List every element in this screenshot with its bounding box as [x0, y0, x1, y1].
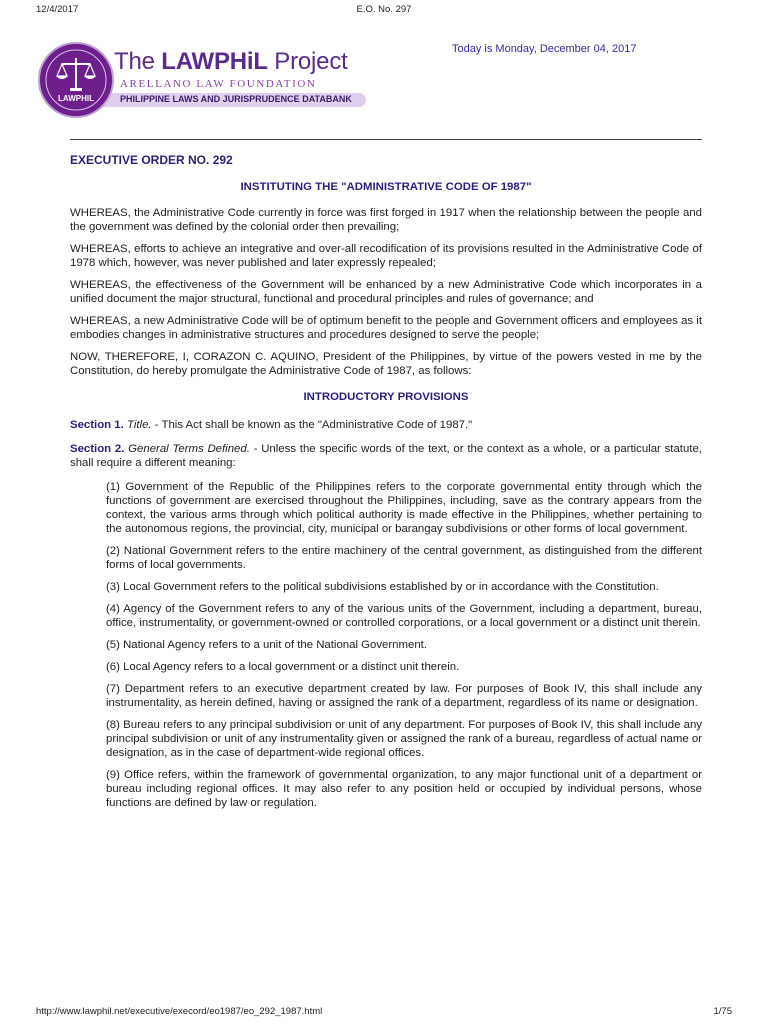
- definition-item: (8) Bureau refers to any principal subdivision or unit of any department. For purposes of Book IV, this shall include any principal subdivision or unit of any instrumentality given or assigned the rank of a bureau, regardless of actual name or designation, as in the case of department-wide regional offices.: [106, 719, 702, 759]
- logo-title-suffix: Project: [267, 48, 348, 75]
- definition-item: (1) Government of the Republic of the Philippines refers to the corporate governmental entity through which the functions of government are exercised throughout the Philippines, including, save as the contrary appears from the context, the various arms through which political authority is made effective in the Philippines, whether pertaining to the autonomous regions, the provincial, city, municipal or barangay subdivisions or other forms of local government.: [106, 481, 702, 535]
- section-label: Section 2.: [70, 443, 125, 455]
- whereas-clause: WHEREAS, a new Administrative Code will be of optimum benefit to the people and Government officers and employees as it embodies changes in administrative structures and procedures designed to serve the people;: [70, 315, 702, 341]
- section-text: - This Act shall be known as the "Administrative Code of 1987.": [151, 419, 473, 431]
- whereas-clause: WHEREAS, the effectiveness of the Government will be enhanced by a new Administrative Code which incorporates in a unified document the major structural, functional and procedural principles and rules of governance; and: [70, 279, 702, 305]
- section-1: [70, 418, 702, 432]
- header-divider: [70, 139, 702, 140]
- definition-item: (2) National Government refers to the entire machinery of the central government, as distinguished from the different forms of local governments.: [106, 545, 702, 571]
- now-therefore-clause: NOW, THEREFORE, I, CORAZON C. AQUINO, President of the Philippines, by virtue of the powers vested in me by the Constitution, do hereby promulgate the Administrative Code of 1987, as follows:: [70, 351, 702, 377]
- print-date: 12/4/2017: [36, 4, 79, 15]
- logo-foundation: ARELLANO LAW FOUNDATION: [120, 78, 317, 90]
- section-text: - Unless the specific words of the text, or the context as a whole, or a particular statute, shall require a different meaning:: [70, 443, 702, 469]
- scales-of-justice-icon: [38, 42, 114, 118]
- lawphil-logo[interactable]: [38, 38, 368, 118]
- introductory-provisions-heading: INTRODUCTORY PROVISIONS: [303, 391, 469, 403]
- document-body: [70, 153, 702, 818]
- definition-item: (6) Local Agency refers to a local government or a distinct unit therein.: [106, 661, 460, 673]
- eo-title: INSTITUTING THE "ADMINISTRATIVE CODE OF 1987": [240, 181, 532, 193]
- eo-number: EXECUTIVE ORDER NO. 292: [70, 153, 233, 167]
- print-url[interactable]: http://www.lawphil.net/executive/execord/eo1987/eo_292_1987.html: [36, 1006, 323, 1017]
- page-number: 1/75: [713, 1006, 732, 1017]
- logo-title-prefix: The: [114, 48, 162, 75]
- definition-item: (7) Department refers to an executive department created by law. For purposes of Book IV, this shall include any instrumentality, as herein defined, having or assigned the rank of a department, regardless of its name or designation.: [106, 683, 702, 709]
- section-title: Title.: [126, 419, 152, 431]
- today-date: Today is Monday, December 04, 2017: [452, 43, 637, 55]
- definition-item: (5) National Agency refers to a unit of the National Government.: [106, 639, 428, 651]
- section-2: [70, 442, 702, 470]
- section-title: General Terms Defined.: [128, 443, 250, 455]
- whereas-clause: WHEREAS, efforts to achieve an integrative and over-all recodification of its provisions resulted in the Administrative Code of 1978 which, however, was never published and later expressly repealed;: [70, 243, 702, 269]
- logo-databank: PHILIPPINE LAWS AND JURISPRUDENCE DATABANK: [120, 94, 352, 104]
- definition-item: (3) Local Government refers to the political subdivisions established by or in accordance with the Constitution.: [106, 581, 659, 593]
- whereas-clause: WHEREAS, the Administrative Code currently in force was first forged in 1917 when the relationship between the people and the government was defined by the colonial order then prevailing;: [70, 207, 702, 233]
- definition-item: (9) Office refers, within the framework of governmental organization, to any major functional unit of a department or bureau including regional offices. It may also refer to any position held or occupied by individual persons, whose functions are defined by law or regulation.: [106, 769, 702, 809]
- logo-title-bold: LAWPHiL: [161, 48, 268, 75]
- section-label: Section 1.: [70, 419, 124, 431]
- logo-title: [114, 48, 348, 76]
- emblem-text: LAWPHIL: [58, 94, 94, 103]
- print-title: E.O. No. 297: [356, 4, 412, 15]
- definition-item: (4) Agency of the Government refers to any of the various units of the Government, including a department, bureau, office, instrumentality, or government-owned or controlled corporations, or a local government or a distinct unit therein.: [106, 603, 702, 629]
